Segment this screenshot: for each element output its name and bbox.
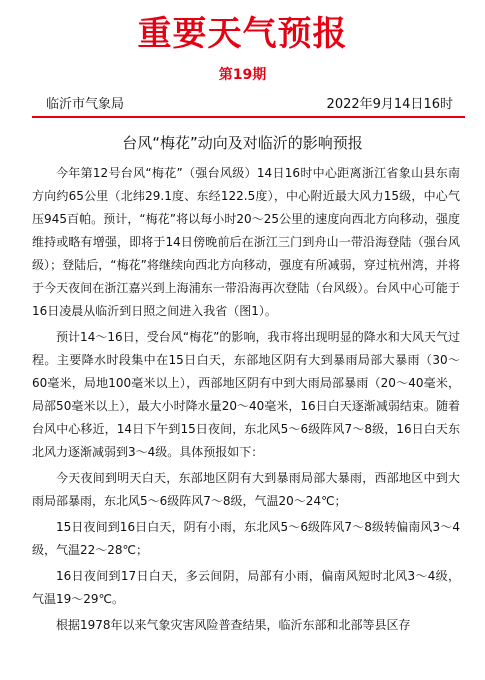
red-divider (32, 116, 465, 118)
paragraph: 16日夜间到17日白天，多云间阴，局部有小雨，偏南风短时北风3～4级，气温19～29℃。 (32, 569, 460, 606)
header-meta (46, 93, 453, 112)
document-body (32, 162, 460, 640)
issue-number: 第19期 (218, 67, 267, 83)
paragraph: 根据1978年以来气象灾害风险普查结果，临沂东部和北部等县区存 (56, 618, 411, 632)
paragraph: 预计14～16日，受台风“梅花”的影响，我市将出现明显的降水和大风天气过程。主要降水时段集中在15日白天，东部地区阴有大到暴雨局部大暴雨（30～60毫米，局地100毫米以上），西部地区阴有中到大雨局部暴雨（20～40毫米，局部50毫米以上），最大小时降水量20～40毫米，16日白天逐渐减弱结束。随着台风中心移近，14日下午到15日夜间，东北风5～6级阵风7～8级，16日白天东北风力逐渐减弱到3～4级。具体预报如下： (32, 330, 460, 459)
document-title: 台风“梅花”动向及对临沂的影响预报 (122, 134, 363, 152)
paragraph: 15日夜间到16日白天，阴有小雨，东北风5～6级阵风7～8级转偏南风3～4级，气温22～28℃； (32, 520, 460, 557)
paragraph: 今天夜间到明天白天，东部地区阴有大到暴雨局部大暴雨，西部地区中到大雨局部暴雨，东北风5～6级阵风7～8级，气温20～24℃； (32, 471, 460, 508)
masthead-title: 重要天气预报 (137, 14, 348, 54)
issue-date: 2022年9月14日16时 (326, 97, 453, 112)
paragraph: 今年第12号台风“梅花”（强台风级）14日16时中心距离浙江省象山县东南方向约65公里（北纬29.1度、东经122.5度），中心附近最大风力15级，中心气压945百帕。预计，“梅花”将以每小时20～25公里的速度向西北方向移动，强度维持或略有增强，即将于14日傍晚前后在浙江三门到舟山一带沿海登陆（强台风级）；登陆后，“梅花”将继续向西北方向移动，强度有所减弱，穿过杭州湾，并将于今天夜间在浙江嘉兴到上海浦东一带沿海再次登陆（台风级）。台风中心可能于16日凌晨从临沂到日照之间进入我省（图1）。 (32, 166, 460, 318)
publisher: 临沂市气象局 (46, 97, 125, 112)
